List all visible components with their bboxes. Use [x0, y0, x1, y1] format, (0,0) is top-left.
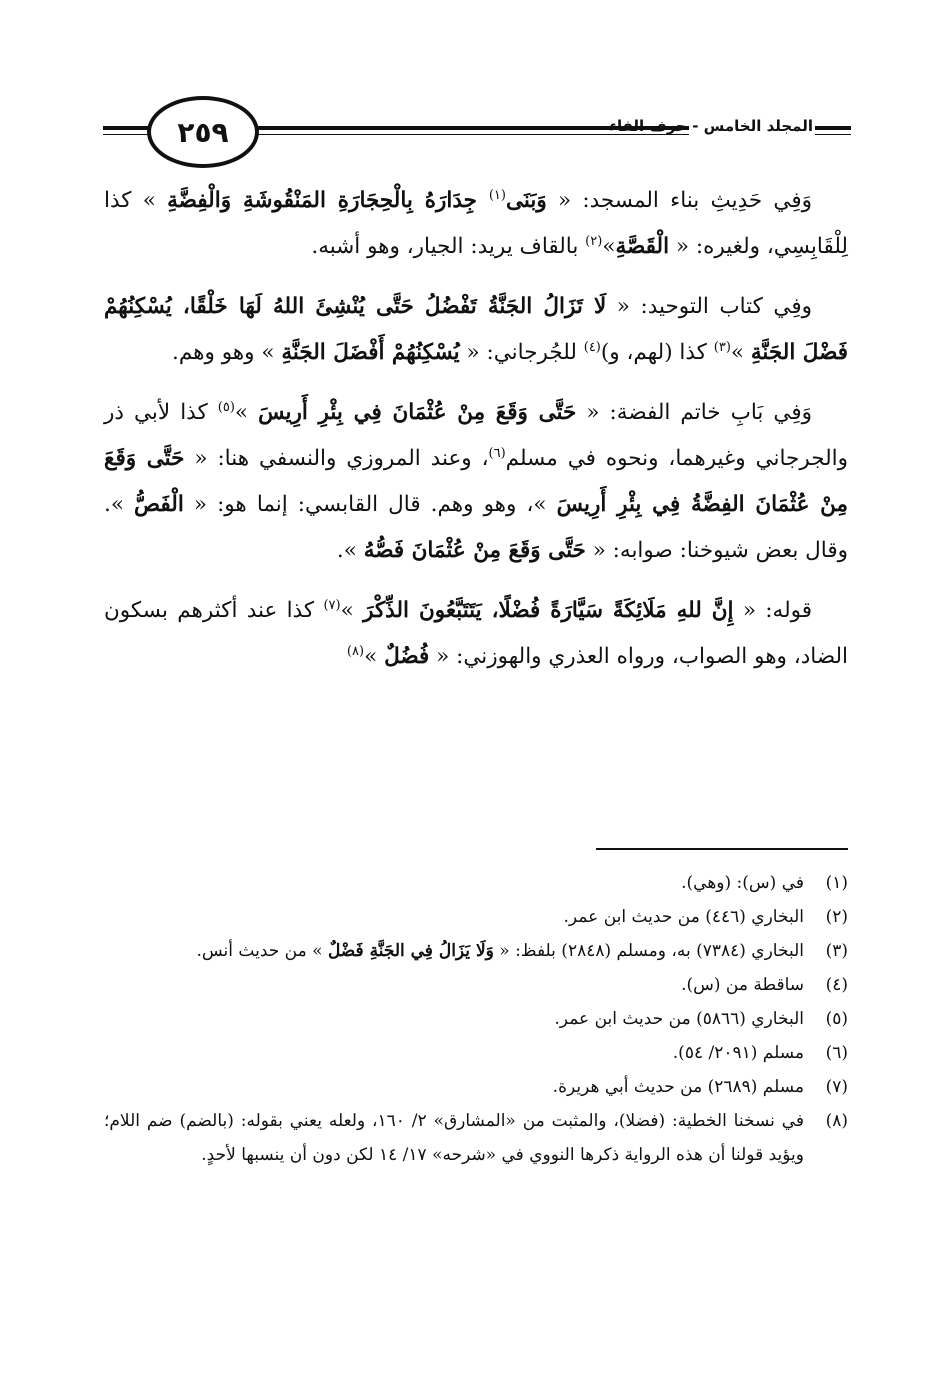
footnote-ref: (٤) — [583, 339, 601, 355]
hadith-quote: يُسْكِنُهُمْ أَفْضَلَ الجَنَّةِ — [281, 340, 460, 365]
footnote-text: في (س): (وهي). — [681, 873, 804, 893]
text-run: بالقاف يريد: الجيار، وهو أشبه. — [311, 234, 586, 259]
main-text — [104, 178, 848, 694]
footnote-number: (١) — [825, 873, 848, 893]
text-run: قوله: « — [733, 598, 813, 623]
paragraph — [104, 284, 848, 376]
text-run: » — [364, 644, 385, 669]
footnote-ref: (٦) — [488, 445, 506, 461]
footnote-text: البخاري (٥٨٦٦) من حديث ابن عمر. — [554, 1009, 804, 1029]
header-rule — [815, 126, 851, 130]
footnotes — [104, 866, 848, 1172]
text-run: » كذا لِلْقَابِسِي، ولغيره: « — [104, 188, 848, 259]
text-run: ، وعند المروزي والنسفي هنا: « — [184, 446, 489, 471]
footnote — [104, 866, 848, 900]
header-rule — [103, 126, 149, 130]
header-rule — [815, 134, 851, 135]
hadith-quote: حَتَّى وَقَعَ مِنْ عُثْمَانَ فِي بِئْرِ أَرِيسَ — [258, 400, 577, 425]
footnote-number: (٥) — [825, 1009, 848, 1029]
hadith-quote: الْفَصُّ — [134, 492, 184, 517]
hadith-quote: الْقَصَّةِ — [615, 234, 670, 259]
running-head: المجلد الخامس - حرف الفاء — [609, 117, 813, 135]
footnote-separator — [596, 848, 848, 850]
hadith-quote: إِنَّ للهِ مَلَائِكَةً سَيَّارَةً فُضْلًا، يَتَتَبَّعُونَ الذِّكْرَ — [363, 598, 734, 623]
page-number: ٢٥٩ — [147, 96, 259, 168]
footnote-ref: (٢) — [585, 233, 603, 249]
hadith-quote: فُضُلٌ — [384, 644, 430, 669]
text-run: ». — [336, 538, 364, 563]
hadith-quote: لَا تَزَالُ الجَنَّةُ تَفْضُلُ حَتَّى يُنْشِئَ اللهُ لَهَا خَلْقًا، يُسْكِنُهُمْ فَضْلَ الجَنَّةِ — [104, 294, 848, 365]
text-run: البخاري (٧٣٨٤) به، ومسلم (٢٨٤٨) بلفظ: « — [493, 941, 804, 961]
paragraph — [104, 178, 848, 270]
text-run: ». وقال بعض شيوخنا: صوابه: « — [104, 492, 848, 563]
footnote-text: في نسخنا الخطية: (فضلا)، والمثبت من «المشارق» ٢/ ١٦٠، ولعله يعني بقوله: (بالضم) ضم اللام؛ ويؤيد قولنا أن هذه الرواية ذكرها النووي في «شرحه» ١٧/ ١٤ لكن دون أن ينسبها لأحدٍ. — [104, 1111, 805, 1165]
text-run: » — [234, 400, 259, 425]
text-run: كذا عند أكثرهم بسكون الضاد، وهو الصواب، ورواه العذري والهوزني: « — [104, 598, 848, 669]
text-run: كذا لأبي ذر والجرجاني وغيرهما، ونحوه في مسلم — [104, 400, 848, 471]
footnote — [104, 934, 848, 968]
hadith-quote: حَتَّى وَقَعَ مِنْ عُثْمَانَ فَصُّهُ — [363, 538, 586, 563]
footnote-ref: (٨) — [346, 643, 365, 659]
footnote-number: (٦) — [825, 1043, 848, 1063]
footnote-number: (٣) — [825, 941, 848, 961]
text-run: وَفِي حَدِيثِ بناء المسجد: « — [546, 188, 812, 213]
footnote — [104, 1036, 848, 1070]
footnote — [104, 1104, 848, 1172]
footnote-number: (٤) — [825, 975, 848, 995]
footnote-ref: (٣) — [713, 339, 731, 355]
footnote-ref: (٥) — [217, 399, 235, 415]
paragraph — [104, 588, 848, 680]
text-run: » — [340, 598, 364, 623]
footnote — [104, 968, 848, 1002]
footnote-number: (٨) — [825, 1111, 848, 1131]
text-run: وفِي كتاب التوحيد: « — [606, 294, 812, 319]
text-run: » — [730, 340, 751, 365]
footnote-text — [104, 934, 804, 968]
paragraph — [104, 390, 848, 574]
footnote — [104, 1070, 848, 1104]
footnote-number: (٢) — [825, 907, 848, 927]
text-run: » وهو وهم. — [172, 340, 282, 365]
footnote-ref: (٧) — [323, 597, 341, 613]
hadith-quote: وَلَا يَزَالُ فِي الجَنَّةِ فَضْلٌ — [327, 941, 494, 961]
hadith-quote: جِدَارَهُ بِالْحِجَارَةِ المَنْقُوشَةِ وَالْفِضَّةِ — [167, 188, 489, 213]
text-run: للجُرجاني: « — [459, 340, 584, 365]
page-header — [103, 96, 851, 166]
footnote-text: البخاري (٤٤٦) من حديث ابن عمر. — [563, 907, 804, 927]
footnote-text: مسلم (٢٦٨٩) من حديث أبي هريرة. — [552, 1077, 804, 1097]
footnote — [104, 900, 848, 934]
header-rule — [103, 134, 149, 135]
text-run: » من حديث أنس. — [196, 941, 328, 961]
footnote-ref: (١) — [488, 187, 506, 203]
text-run: » — [602, 234, 616, 259]
text-run: »، وهو وهم. قال القابسي: إنما هو: « — [183, 492, 557, 517]
hadith-quote: حَتَّى وَقَعَ مِنْ عُثْمَانَ الفِضَّةُ فِي بِئْرِ أَرِيسَ — [104, 446, 848, 517]
footnote-text: مسلم (٢٠٩١/ ٥٤). — [672, 1043, 804, 1063]
text-run: وَفِي بَابِ خاتم الفضة: « — [576, 400, 812, 425]
footnote — [104, 1002, 848, 1036]
footnote-text: ساقطة من (س). — [681, 975, 804, 995]
text-run: كذا (لهم، و) — [600, 340, 714, 365]
hadith-quote: وَبَنَى — [505, 188, 547, 213]
footnote-number: (٧) — [825, 1077, 848, 1097]
